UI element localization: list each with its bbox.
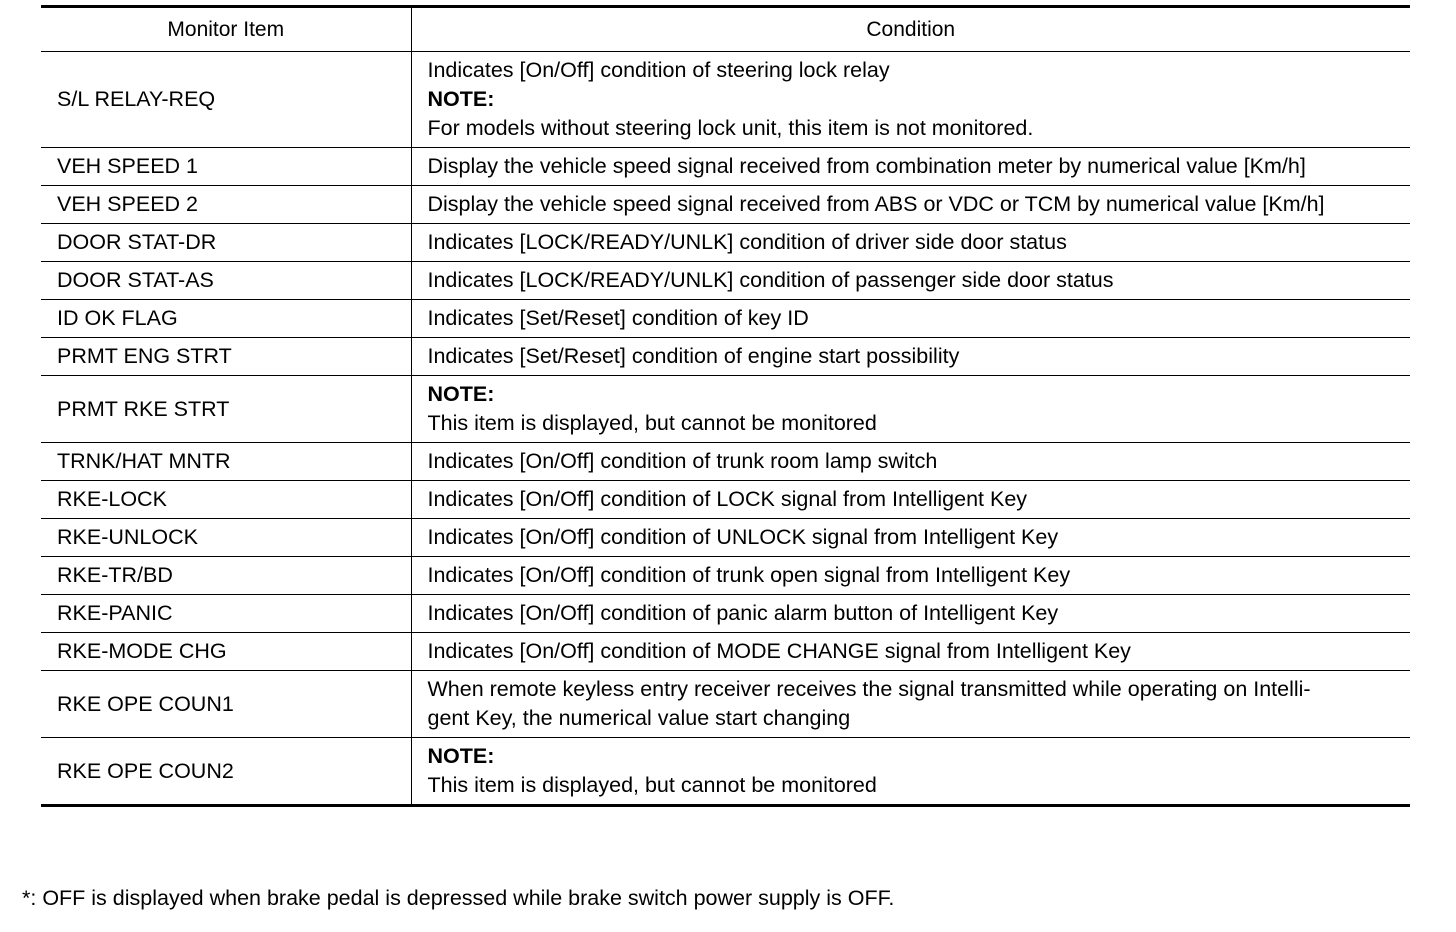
table-row bbox=[41, 376, 1410, 443]
monitor-item-cell: S/L RELAY-REQ bbox=[41, 52, 411, 148]
table-row bbox=[41, 148, 1410, 186]
footnote: *: OFF is displayed when brake pedal is depressed while brake switch power supply is OFF. bbox=[22, 886, 895, 910]
monitor-item-cell: RKE-TR/BD bbox=[41, 557, 411, 595]
monitor-item-cell: VEH SPEED 1 bbox=[41, 148, 411, 186]
condition-text: Display the vehicle speed signal received from ABS or VDC or TCM by numerical value [Km/h] bbox=[427, 192, 1325, 216]
condition-text: Indicates [On/Off] condition of UNLOCK signal from Intelligent Key bbox=[427, 525, 1059, 549]
condition-text: Display the vehicle speed signal received from combination meter by numerical value [Km/h] bbox=[427, 154, 1306, 178]
condition-text: gent Key, the numerical value start changing bbox=[427, 706, 851, 730]
condition-text: Indicates [On/Off] condition of panic alarm button of Intelligent Key bbox=[427, 601, 1059, 625]
condition-cell bbox=[411, 186, 1410, 224]
monitor-item-cell: DOOR STAT-DR bbox=[41, 224, 411, 262]
table-row bbox=[41, 300, 1410, 338]
note-label: NOTE: bbox=[427, 382, 495, 406]
condition-cell bbox=[411, 595, 1410, 633]
monitor-item-cell: VEH SPEED 2 bbox=[41, 186, 411, 224]
table-row bbox=[41, 633, 1410, 671]
condition-cell bbox=[411, 148, 1410, 186]
table-row bbox=[41, 262, 1410, 300]
monitor-item-cell: RKE OPE COUN2 bbox=[41, 738, 411, 806]
condition-cell bbox=[411, 557, 1410, 595]
table-row bbox=[41, 338, 1410, 376]
table-header bbox=[41, 7, 1410, 52]
monitor-item-cell: RKE-UNLOCK bbox=[41, 519, 411, 557]
table-body bbox=[41, 52, 1410, 806]
monitor-item-cell: RKE-LOCK bbox=[41, 481, 411, 519]
header-row bbox=[41, 7, 1410, 52]
table-row bbox=[41, 671, 1410, 738]
condition-text: For models without steering lock unit, this item is not monitored. bbox=[427, 116, 1034, 140]
table-row bbox=[41, 224, 1410, 262]
condition-cell bbox=[411, 300, 1410, 338]
condition-cell bbox=[411, 633, 1410, 671]
condition-text: Indicates [On/Off] condition of trunk open signal from Intelligent Key bbox=[427, 563, 1071, 587]
condition-text: Indicates [LOCK/READY/UNLK] condition of passenger side door status bbox=[427, 268, 1114, 292]
condition-cell bbox=[411, 262, 1410, 300]
table-row bbox=[41, 52, 1410, 148]
condition-text: Indicates [On/Off] condition of steering lock relay bbox=[427, 58, 890, 82]
monitor-item-cell: DOOR STAT-AS bbox=[41, 262, 411, 300]
condition-text: Indicates [Set/Reset] condition of key ID bbox=[427, 306, 809, 330]
note-label: NOTE: bbox=[427, 744, 495, 768]
condition-cell bbox=[411, 338, 1410, 376]
condition-text: Indicates [LOCK/READY/UNLK] condition of driver side door status bbox=[427, 230, 1067, 254]
condition-cell bbox=[411, 738, 1410, 806]
monitor-item-cell: PRMT ENG STRT bbox=[41, 338, 411, 376]
condition-text: When remote keyless entry receiver receives the signal transmitted while operating on Intelli- bbox=[427, 677, 1311, 701]
condition-text: This item is displayed, but cannot be monitored bbox=[427, 411, 877, 435]
monitor-item-cell: RKE-PANIC bbox=[41, 595, 411, 633]
condition-cell bbox=[411, 481, 1410, 519]
note-label: NOTE: bbox=[427, 87, 495, 111]
monitor-item-table bbox=[41, 5, 1410, 807]
table-row bbox=[41, 186, 1410, 224]
condition-cell bbox=[411, 224, 1410, 262]
table-row bbox=[41, 738, 1410, 806]
condition-text: This item is displayed, but cannot be monitored bbox=[427, 773, 877, 797]
monitor-item-cell: RKE-MODE CHG bbox=[41, 633, 411, 671]
condition-cell bbox=[411, 443, 1410, 481]
table-row bbox=[41, 595, 1410, 633]
table-row bbox=[41, 519, 1410, 557]
condition-cell bbox=[411, 52, 1410, 148]
condition-text: Indicates [On/Off] condition of MODE CHANGE signal from Intelligent Key bbox=[427, 639, 1131, 663]
monitor-item-cell: PRMT RKE STRT bbox=[41, 376, 411, 443]
monitor-item-cell: RKE OPE COUN1 bbox=[41, 671, 411, 738]
condition-cell bbox=[411, 376, 1410, 443]
header-condition: Condition bbox=[411, 7, 1410, 52]
table-row bbox=[41, 443, 1410, 481]
condition-text: Indicates [Set/Reset] condition of engine start possibility bbox=[427, 344, 960, 368]
header-monitor-item: Monitor Item bbox=[41, 7, 411, 52]
table-row bbox=[41, 481, 1410, 519]
condition-cell bbox=[411, 671, 1410, 738]
monitor-item-cell: TRNK/HAT MNTR bbox=[41, 443, 411, 481]
condition-cell bbox=[411, 519, 1410, 557]
monitor-item-cell: ID OK FLAG bbox=[41, 300, 411, 338]
condition-text: Indicates [On/Off] condition of trunk room lamp switch bbox=[427, 449, 938, 473]
condition-text: Indicates [On/Off] condition of LOCK signal from Intelligent Key bbox=[427, 487, 1028, 511]
table-row bbox=[41, 557, 1410, 595]
